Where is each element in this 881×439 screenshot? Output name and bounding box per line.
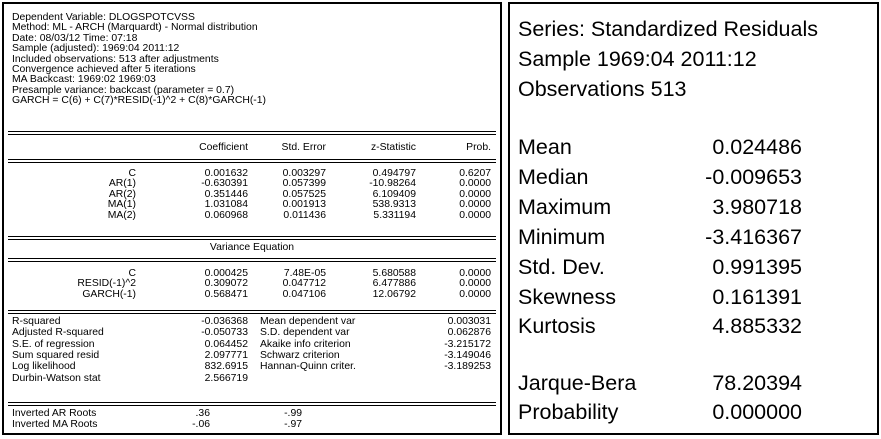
stat-label: Kurtosis [518, 314, 596, 339]
coefficient-value: 0.351446 [204, 188, 248, 200]
stat-label: Probability [518, 400, 619, 424]
col-std-error: Std. Error [281, 142, 326, 153]
stat-row [518, 164, 870, 190]
z-statistic-value: 5.331194 [373, 209, 416, 221]
divider [8, 131, 496, 135]
stat-row [518, 194, 870, 220]
summary-value: 0.003031 [447, 316, 491, 327]
summary-value: 0.064452 [204, 338, 248, 350]
summary-row [8, 316, 496, 327]
variable-name: C [128, 168, 136, 179]
summary-label: Akaike info criterion [260, 338, 351, 350]
divider [8, 236, 496, 240]
divider [8, 402, 496, 406]
stat-value: 0.161391 [712, 284, 802, 309]
std-error-value: 0.011436 [283, 209, 326, 221]
summary-value: -3.189253 [444, 361, 491, 373]
z-statistic-value: 0.494797 [372, 168, 416, 179]
root-value: -.99 [284, 408, 302, 419]
summary-value: -3.215172 [444, 338, 491, 350]
prob-value: 0.0000 [459, 268, 491, 279]
root-value: .36 [195, 408, 210, 419]
stat-label: Median [518, 164, 589, 189]
root-label: Inverted AR Roots [12, 408, 97, 419]
root-value: -.06 [192, 419, 210, 430]
root-row [8, 419, 496, 430]
summary-label: Durbin-Watson stat [12, 372, 101, 384]
summary-label: S.D. dependent var [260, 327, 350, 339]
header-line: Date: 08/03/12 Time: 07:18 [12, 32, 138, 44]
stat-label: Mean [518, 135, 572, 159]
summary-value: 2.566719 [204, 372, 248, 384]
header-line: Dependent Variable: DLOGSPOTCVSS [12, 12, 195, 23]
divider [8, 310, 496, 314]
stat-row [518, 224, 870, 250]
coefficient-row [8, 199, 496, 210]
coefficient-value: -0.630391 [201, 178, 248, 190]
prob-value: 0.6207 [459, 168, 491, 179]
std-error-value: 0.047712 [282, 278, 326, 290]
summary-row [8, 350, 496, 361]
summary-value: 2.097771 [204, 349, 248, 361]
stat-label: Skewness [518, 284, 616, 309]
coefficient-row [8, 268, 496, 279]
stat-value: 0.000000 [712, 400, 802, 424]
stat-label: Minimum [518, 224, 606, 249]
summary-value: 0.062876 [447, 327, 491, 339]
z-statistic-value: 6.109409 [372, 188, 416, 200]
prob-value: 0.0000 [459, 278, 491, 290]
variable-name: AR(1) [108, 178, 136, 190]
observations-count: Observations 513 [518, 77, 687, 101]
stat-row [518, 399, 870, 425]
coefficient-row [8, 189, 496, 200]
stat-row [518, 134, 870, 160]
header-line: Convergence achieved after 5 iterations [12, 63, 196, 75]
header-line: Method: ML - ARCH (Marquardt) - Normal distribution [12, 22, 258, 34]
summary-label: Adjusted R-squared [12, 327, 104, 339]
header-line: Sample (adjusted): 1969:04 2011:12 [12, 43, 180, 55]
std-error-value: 7.48E-05 [283, 268, 326, 279]
stat-value: 0.024486 [712, 135, 802, 159]
std-error-value: 0.057399 [282, 178, 326, 190]
prob-value: 0.0000 [459, 209, 491, 221]
series-title: Series: Standardized Residuals [518, 17, 818, 41]
header-line: Presample variance: backcast (parameter = 0.7) [12, 84, 235, 96]
root-row [8, 408, 496, 419]
std-error-value: 0.003297 [282, 168, 326, 179]
stat-value: 4.885332 [712, 314, 802, 339]
root-value: -.97 [284, 419, 302, 430]
col-prob: Prob. [466, 142, 491, 153]
summary-value: 832.6915 [204, 361, 248, 373]
variable-name: MA(2) [107, 209, 136, 221]
stat-value: 0.991395 [712, 254, 802, 279]
summary-row [8, 361, 496, 372]
prob-value: 0.0000 [459, 199, 491, 211]
prob-value: 0.0000 [459, 178, 491, 190]
std-error-value: 0.047106 [282, 288, 326, 300]
coefficient-value: 0.568471 [204, 288, 248, 300]
std-error-value: 0.057525 [282, 188, 326, 200]
z-statistic-value: -10.98264 [369, 178, 416, 190]
column-headers [8, 142, 496, 154]
coefficient-row [8, 168, 496, 179]
z-statistic-value: 538.9313 [372, 199, 416, 211]
estimation-header [12, 13, 492, 107]
stat-row [518, 313, 870, 339]
summary-label: S.E. of regression [12, 338, 95, 350]
summary-label: R-squared [12, 316, 61, 327]
summary-value: -0.036368 [201, 316, 248, 327]
prob-value: 0.0000 [459, 288, 491, 300]
coefficient-value: 0.060968 [204, 209, 248, 221]
summary-label: Schwarz criterion [260, 349, 340, 361]
stat-value: -3.416367 [705, 224, 802, 249]
summary-value: -0.050733 [201, 327, 248, 339]
root-label: Inverted MA Roots [12, 419, 98, 430]
header-line: GARCH = C(6) + C(7)*RESID(-1)^2 + C(8)*GARCH(-1) [12, 95, 266, 107]
prob-value: 0.0000 [459, 188, 491, 200]
variance-equation-title: Variance Equation [209, 242, 295, 253]
z-statistic-value: 12.06792 [372, 288, 416, 300]
variable-name: C [128, 268, 136, 279]
stat-label: Maximum [518, 194, 612, 219]
stat-value: 78.20394 [712, 371, 802, 395]
summary-value: -3.149046 [444, 349, 491, 361]
col-z-statistic: z-Statistic [370, 142, 416, 153]
summary-label: Hannan-Quinn criter. [260, 361, 356, 373]
coefficient-row [8, 289, 496, 300]
std-error-value: 0.001913 [282, 199, 326, 211]
coefficient-row [8, 210, 496, 221]
coefficient-value: 1.031084 [204, 199, 248, 211]
header-line: MA Backcast: 1969:02 1969:03 [12, 74, 156, 86]
coefficient-value: 0.000425 [204, 268, 248, 279]
stat-label: Std. Dev. [518, 254, 605, 279]
z-statistic-value: 6.477886 [372, 278, 416, 290]
coefficient-value: 0.309072 [204, 278, 248, 290]
coefficient-value: 0.001632 [204, 168, 248, 179]
divider [8, 159, 496, 163]
stat-value: -0.009653 [705, 164, 802, 189]
coefficient-row [8, 278, 496, 289]
variable-name: GARCH(-1) [82, 288, 136, 300]
col-coefficient: Coefficient [199, 142, 248, 153]
coefficient-row [8, 178, 496, 189]
summary-row [8, 327, 496, 338]
summary-label: Sum squared resid [12, 349, 100, 361]
variable-name: MA(1) [107, 199, 136, 211]
sample-range: Sample 1969:04 2011:12 [518, 47, 757, 71]
stat-value: 3.980718 [712, 194, 802, 219]
summary-label: Mean dependent var [260, 316, 356, 327]
stat-row [518, 284, 870, 310]
estimation-output-panel [2, 2, 502, 435]
summary-row [8, 373, 496, 384]
divider [8, 258, 496, 262]
summary-label: Log likelihood [12, 361, 76, 373]
stat-label: Jarque-Bera [518, 371, 637, 395]
header-line: Included observations: 513 after adjustments [12, 53, 219, 65]
variable-name: AR(2) [108, 188, 136, 200]
z-statistic-value: 5.680588 [372, 268, 416, 279]
stat-row [518, 254, 870, 280]
stat-row [518, 370, 870, 396]
residual-stats-panel [508, 2, 879, 435]
summary-row [8, 339, 496, 350]
variable-name: RESID(-1)^2 [77, 278, 136, 290]
